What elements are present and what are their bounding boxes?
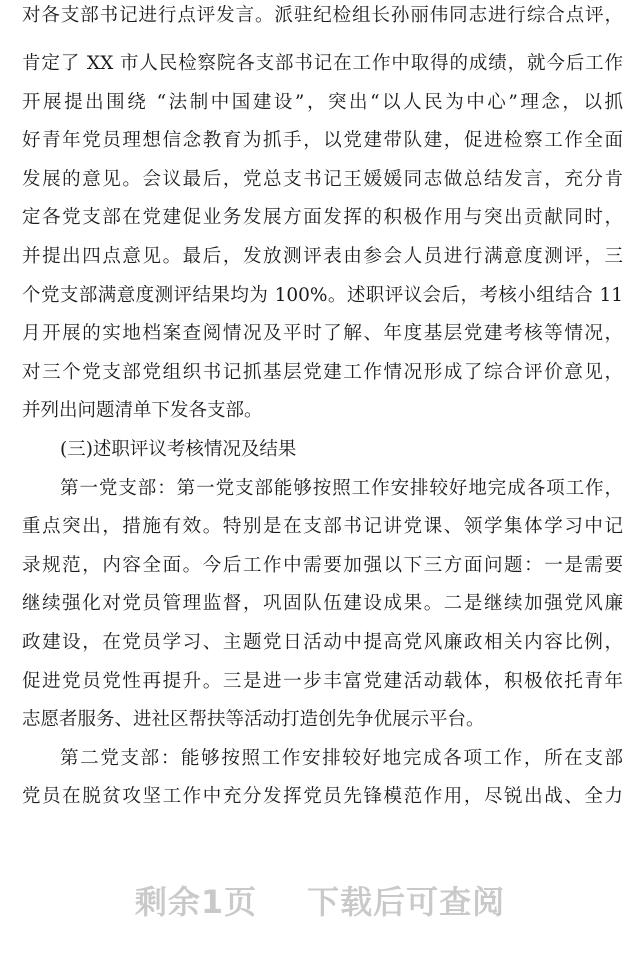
paragraph-line: 志愿者服务、进社区帮扶等活动打造创先争优展示平台。 xyxy=(22,709,485,730)
paragraph-line: 并列出问题清单下发各支部。 xyxy=(22,400,263,421)
paragraph-line: 肯定了 XX 市人民检察院各支部书记在工作中取得的成绩，就今后工作 xyxy=(22,53,623,74)
paragraph-line: 开展提出围绕 “法制中国建设”，突出“以人民为中心”理念，以抓 xyxy=(22,92,623,113)
paragraph-line: 促进党员党性再提升。三是进一步丰富党建活动载体，积极依托青年 xyxy=(22,671,623,692)
download-to-view-label: 下载后可查阅 xyxy=(307,883,506,921)
paragraph-line: 月开展的实地档案查阅情况及平时了解、年度基层党建考核等情况， xyxy=(22,323,623,344)
paragraph-line: 第一党支部：第一党支部能够按照工作安排较好地完成各项工作， xyxy=(60,478,623,499)
remaining-pages-label: 剩余1页 xyxy=(134,883,258,921)
paragraph-line: 好青年党员理想信念教育为抓手，以党建带队建，促进检察工作全面 xyxy=(22,130,623,151)
paragraph-line: 个党支部满意度测评结果均为 100%。述职评议会后，考核小组结合 11 xyxy=(22,285,623,306)
paragraph-line: 重点突出，措施有效。特别是在支部书记讲党课、领学集体学习中记 xyxy=(22,516,623,537)
paragraph-line: 对各支部书记进行点评发言。派驻纪检组长孙丽伟同志进行综合点评， xyxy=(22,5,623,26)
paragraph-line: 并提出四点意见。最后，发放测评表由参会人员进行满意度测评，三 xyxy=(22,246,623,267)
paragraph-line: 继续强化对党员管理监督，巩固队伍建设成果。二是继续加强党风廉 xyxy=(22,593,623,614)
paragraph-line: 第二党支部：能够按照工作安排较好地完成各项工作，所在支部 xyxy=(60,748,623,769)
paragraph-line: 定各党支部在党建促业务发展方面发挥的积极作用与突出贡献同时， xyxy=(22,207,623,228)
paragraph-line: 发展的意见。会议最后，党总支书记王媛媛同志做总结发言，充分肯 xyxy=(22,169,623,190)
download-notice[interactable] xyxy=(0,880,640,924)
paragraph-line: 政建设，在党员学习、主题党日活动中提高党风廉政相关内容比例， xyxy=(22,632,623,653)
paragraph-line: 录规范，内容全面。今后工作中需要加强以下三方面问题：一是需要 xyxy=(22,555,623,576)
paragraph-line: 对三个党支部党组织书记抓基层党建工作情况形成了综合评价意见， xyxy=(22,362,623,383)
paragraph-line: 党员在脱贫攻坚工作中充分发挥党员先锋模范作用，尽锐出战、全力 xyxy=(22,786,623,807)
section-heading: (三)述职评议考核情况及结果 xyxy=(60,439,297,460)
